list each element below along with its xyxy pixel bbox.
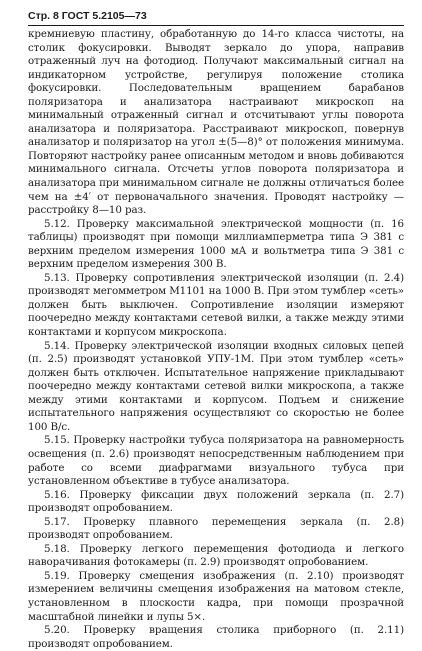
paragraph-5-19: 5.19. Проверку смещения изображения (п. 2.10) производят измерением величины смещения изображения на матовом стекле, установленном в плоскости кадра, при помощи прозрачной масштабной линейки и лупы 5×. (28, 569, 404, 623)
paragraph-5-18: 5.18. Проверку легкого перемещения фотодиода и легкого наворачивания фотокамеры (п. 2.9) производят опробованием. (28, 542, 404, 569)
paragraph-5-17: 5.17. Проверку плавного перемещения зеркала (п. 2.8) производят опробованием. (28, 515, 404, 542)
page-header: Стр. 8 ГОСТ 5.2105—73 (28, 10, 147, 22)
paragraph-5-13: 5.13. Проверку сопротивления электрической изоляции (п. 2.4) производят мегомметром М1101 на 1000 В. При этом тумблер «сеть» должен быть выключен. Сопротивление изоляции измеряют поочередно между контактами сетевой вилки, а также между этими контактами и корпусом микроскопа. (28, 271, 404, 339)
paragraph-5-14: 5.14. Проверку электрической изоляции входных силовых цепей (п. 2.5) производят установкой УПУ-1М. При этом тумблер «сеть» должен быть отключен. Испытательное напряжение прикладывают поочередно между контактами сетевой вилки микроскопа, а также между этими контактами и корпусом. Подъем и снижение испытательного напряжения осуществляют со скоростью не более 100 В/с. (28, 339, 404, 433)
paragraph-5-15: 5.15. Проверку настройки тубуса поляризатора на равномерность освещения (п. 2.6) производят непосредственным наблюдением при работе со всеми диафрагмами визуального тубуса при установленном объективе в тубусе анализатора. (28, 434, 404, 488)
paragraph-5-12: 5.12. Проверку максимальной электрической мощности (п. 16 таблицы) производят при помощи миллиамперметра типа Э 381 с верхним пределом измерения 1000 мА и вольтметра типа Э 381 с верхним пределом измерения 300 В. (28, 217, 404, 271)
document-body (28, 28, 404, 651)
header-rule (28, 25, 404, 26)
paragraph-5-16: 5.16. Проверку фиксации двух положений зеркала (п. 2.7) производят опробованием. (28, 488, 404, 515)
paragraph-continuation: кремниевую пластину, обработанную до 14-го класса чистоты, на столик фокусировки. Выводят зеркало до упора, направив отраженный луч на фотодиод. Получают максимальный сигнал на индикаторном устройстве, регулируя положение столика фокусировки. Последовательным вращением барабанов поляризатора и анализатора настраивают микроскоп на минимальный отраженный сигнал и отсчитывают углы поворота анализатора и поляризатора. Расстраивают микроскоп, повернув анализатор и поляризатор на угол ±(5—8)° от положения минимума. Повторяют настройку ранее описанным методом и вновь добиваются минимального сигнала. Отсчеты углов поворота поляризатора и анализатора при минимальном сигнале не должны отличаться более чем на ±4′ от первоначального значения. Проводят настройку — расстройку 8—10 раз. (28, 28, 404, 217)
paragraph-5-20: 5.20. Проверку вращения столика приборного (п. 2.11) производят опробованием. (28, 624, 404, 650)
